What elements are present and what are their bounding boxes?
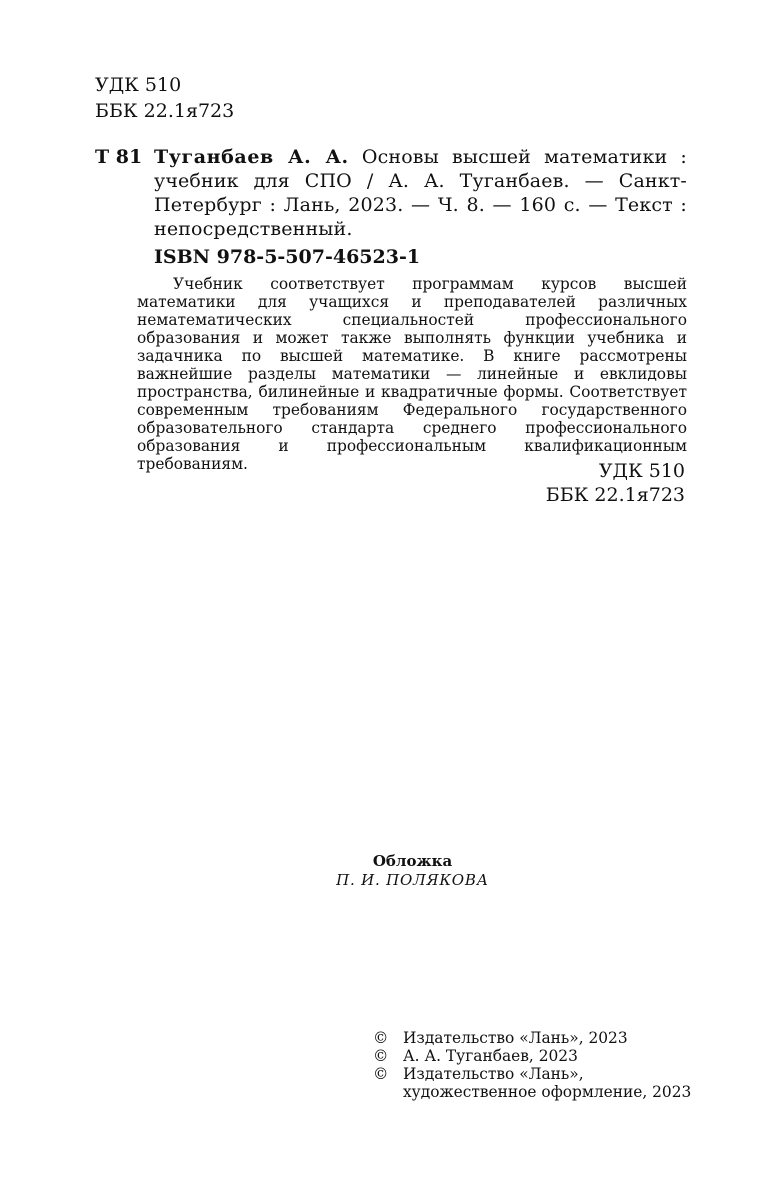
copyright-block xyxy=(373,1029,691,1101)
udk-code: УДК 510 xyxy=(95,74,182,96)
cover-label: Обложка xyxy=(372,852,453,870)
cover-designer: П. И. ПОЛЯКОВА xyxy=(336,871,489,889)
classification-footer xyxy=(546,459,685,507)
bibliographic-entry xyxy=(95,145,687,241)
cover-credit xyxy=(0,852,768,890)
copyright-text: художественное оформление, 2023 xyxy=(403,1083,692,1101)
copyright-line xyxy=(373,1029,691,1047)
classification-header xyxy=(95,72,234,124)
copyright-text: Издательство «Лань», 2023 xyxy=(403,1029,628,1047)
author-mark: Т 81 xyxy=(95,146,143,168)
copyright-icon: © xyxy=(373,1047,389,1065)
copyright-icon: © xyxy=(373,1065,389,1083)
copyright-icon: © xyxy=(373,1029,389,1047)
annotation: Учебник соответствует программам курсов высшей математики для учащихся и преподавателей различных нематематических специальностей профессионального образования и может также выполнять функции учебника и задачника по высшей математике. В книге рассмотрены важнейшие разделы математики — линейные и евклидовы пространства, билинейные и квадратичные формы. Соответствует современным требованиям Федерального государственного образовательного стандарта среднего профессионального образования и профессиональным квалификационным требованиям. xyxy=(137,275,687,473)
copyright-text: А. А. Туганбаев, 2023 xyxy=(403,1047,578,1065)
copyright-line xyxy=(373,1047,691,1065)
bbk-code: ББК 22.1я723 xyxy=(95,100,235,122)
copyright-line xyxy=(373,1065,691,1101)
bibliographic-description xyxy=(154,145,687,241)
bbk-code-bottom: ББК 22.1я723 xyxy=(545,484,685,506)
book-description: Основы высшей математики : учебник для СПО / А. А. Туганбаев. — Санкт-Петербург : Лань, 2023. — Ч. 8. — 160 с. — Текст : непосредственный. xyxy=(154,146,687,240)
udk-code-bottom: УДК 510 xyxy=(598,460,685,482)
isbn: ISBN 978-5-507-46523-1 xyxy=(154,246,421,268)
copyright-text: Издательство «Лань», xyxy=(403,1065,584,1083)
author-name: Туганбаев А. А. xyxy=(154,146,349,168)
